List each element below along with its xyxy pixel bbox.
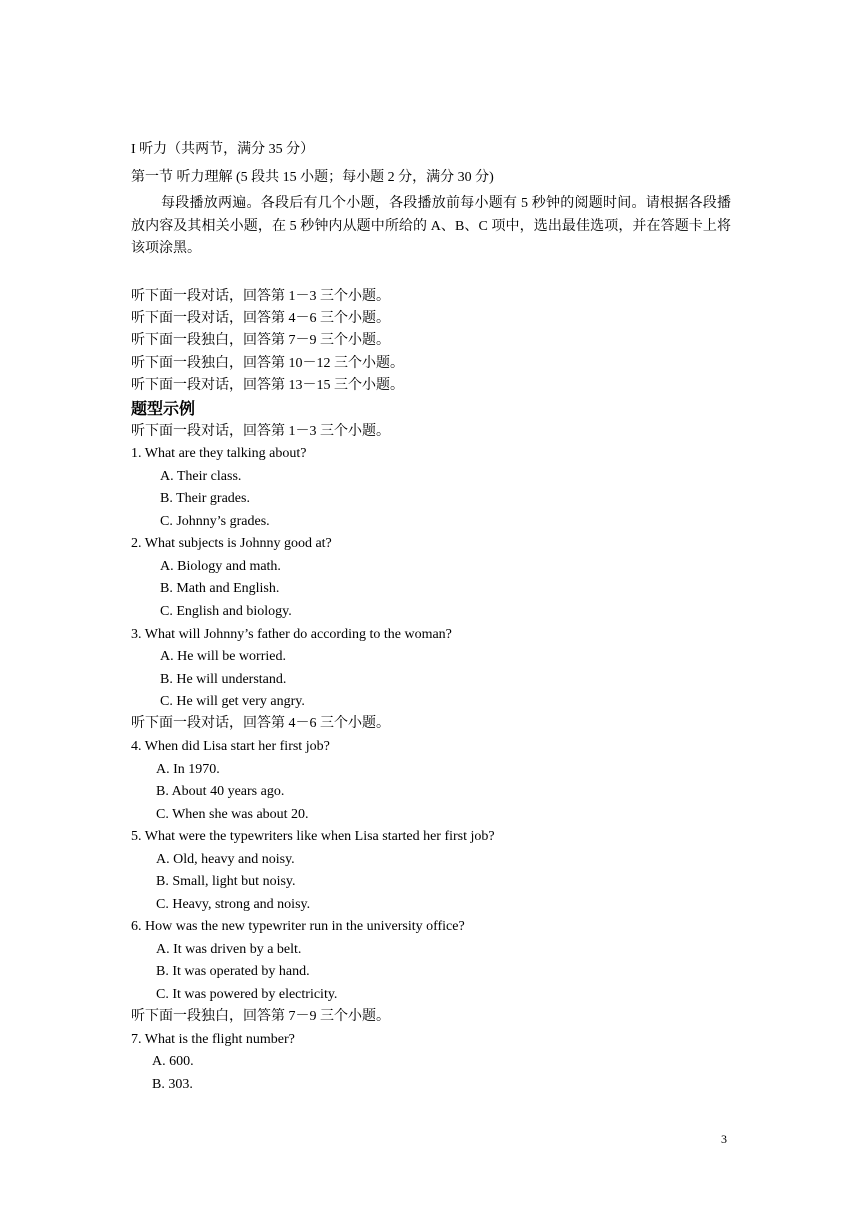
- segment-line-2: 听下面一段对话，回答第 4－6 三个小题。: [131, 311, 390, 326]
- q5-option-c: C. Heavy, strong and noisy.: [156, 897, 311, 912]
- q1-option-a: A. Their class.: [160, 469, 242, 484]
- q3-question: 3. What will Johnny’s father do according to the woman?: [131, 627, 452, 642]
- q7-option-a: A. 600.: [152, 1054, 194, 1069]
- q7-question: 7. What is the flight number?: [131, 1032, 295, 1047]
- q2-option-a: A. Biology and math.: [160, 559, 281, 574]
- q6-option-b: B. It was operated by hand.: [156, 964, 310, 979]
- q5-option-a: A. Old, heavy and noisy.: [156, 852, 295, 867]
- q5-question: 5. What were the typewriters like when Lisa started her first job?: [131, 829, 495, 844]
- q4-question: 4. When did Lisa start her first job?: [131, 739, 330, 754]
- q6-option-c: C. It was powered by electricity.: [156, 987, 338, 1002]
- q6-question: 6. How was the new typewriter run in the university office?: [131, 919, 465, 934]
- q3-option-c: C. He will get very angry.: [160, 694, 305, 709]
- q2-option-b: B. Math and English.: [160, 581, 280, 596]
- q3-option-b: B. He will understand.: [160, 672, 287, 687]
- instructions-paragraph: 每段播放两遍。各段后有几个小题，各段播放前每小题有 5 秒钟的阅题时间。请根据各段播放内容及其相关小题，在 5 秒钟内从题中所给的 A、B、C 项中，选出最佳选项，并在答题卡上将该项涂黑。: [131, 196, 731, 256]
- seg2-intro: 听下面一段对话，回答第 4－6 三个小题。: [131, 716, 390, 731]
- section-title: I 听力（共两节，满分 35 分）: [131, 142, 315, 157]
- sample-heading: 题型示例: [131, 399, 196, 418]
- segment-line-5: 听下面一段对话，回答第 13－15 三个小题。: [131, 378, 404, 393]
- page-number: 3: [721, 1132, 727, 1146]
- segment-line-4: 听下面一段独白，回答第 10－12 三个小题。: [131, 356, 404, 371]
- q5-option-b: B. Small, light but noisy.: [156, 874, 296, 889]
- seg1-intro: 听下面一段对话，回答第 1－3 三个小题。: [131, 424, 390, 439]
- part-one-title: 第一节 听力理解 (5 段共 15 小题；每小题 2 分，满分 30 分): [131, 170, 494, 185]
- segment-line-3: 听下面一段独白，回答第 7－9 三个小题。: [131, 333, 390, 348]
- segment-line-1: 听下面一段对话，回答第 1－3 三个小题。: [131, 289, 390, 304]
- q2-question: 2. What subjects is Johnny good at?: [131, 536, 332, 551]
- q7-option-b: B. 303.: [152, 1077, 193, 1092]
- q4-option-c: C. When she was about 20.: [156, 807, 309, 822]
- q1-option-c: C. Johnny’s grades.: [160, 514, 270, 529]
- q6-option-a: A. It was driven by a belt.: [156, 942, 302, 957]
- q2-option-c: C. English and biology.: [160, 604, 292, 619]
- seg3-intro: 听下面一段独白，回答第 7－9 三个小题。: [131, 1009, 390, 1024]
- q4-option-b: B. About 40 years ago.: [156, 784, 285, 799]
- q3-option-a: A. He will be worried.: [160, 649, 286, 664]
- q1-option-b: B. Their grades.: [160, 491, 250, 506]
- q4-option-a: A. In 1970.: [156, 762, 220, 777]
- q1-question: 1. What are they talking about?: [131, 446, 307, 461]
